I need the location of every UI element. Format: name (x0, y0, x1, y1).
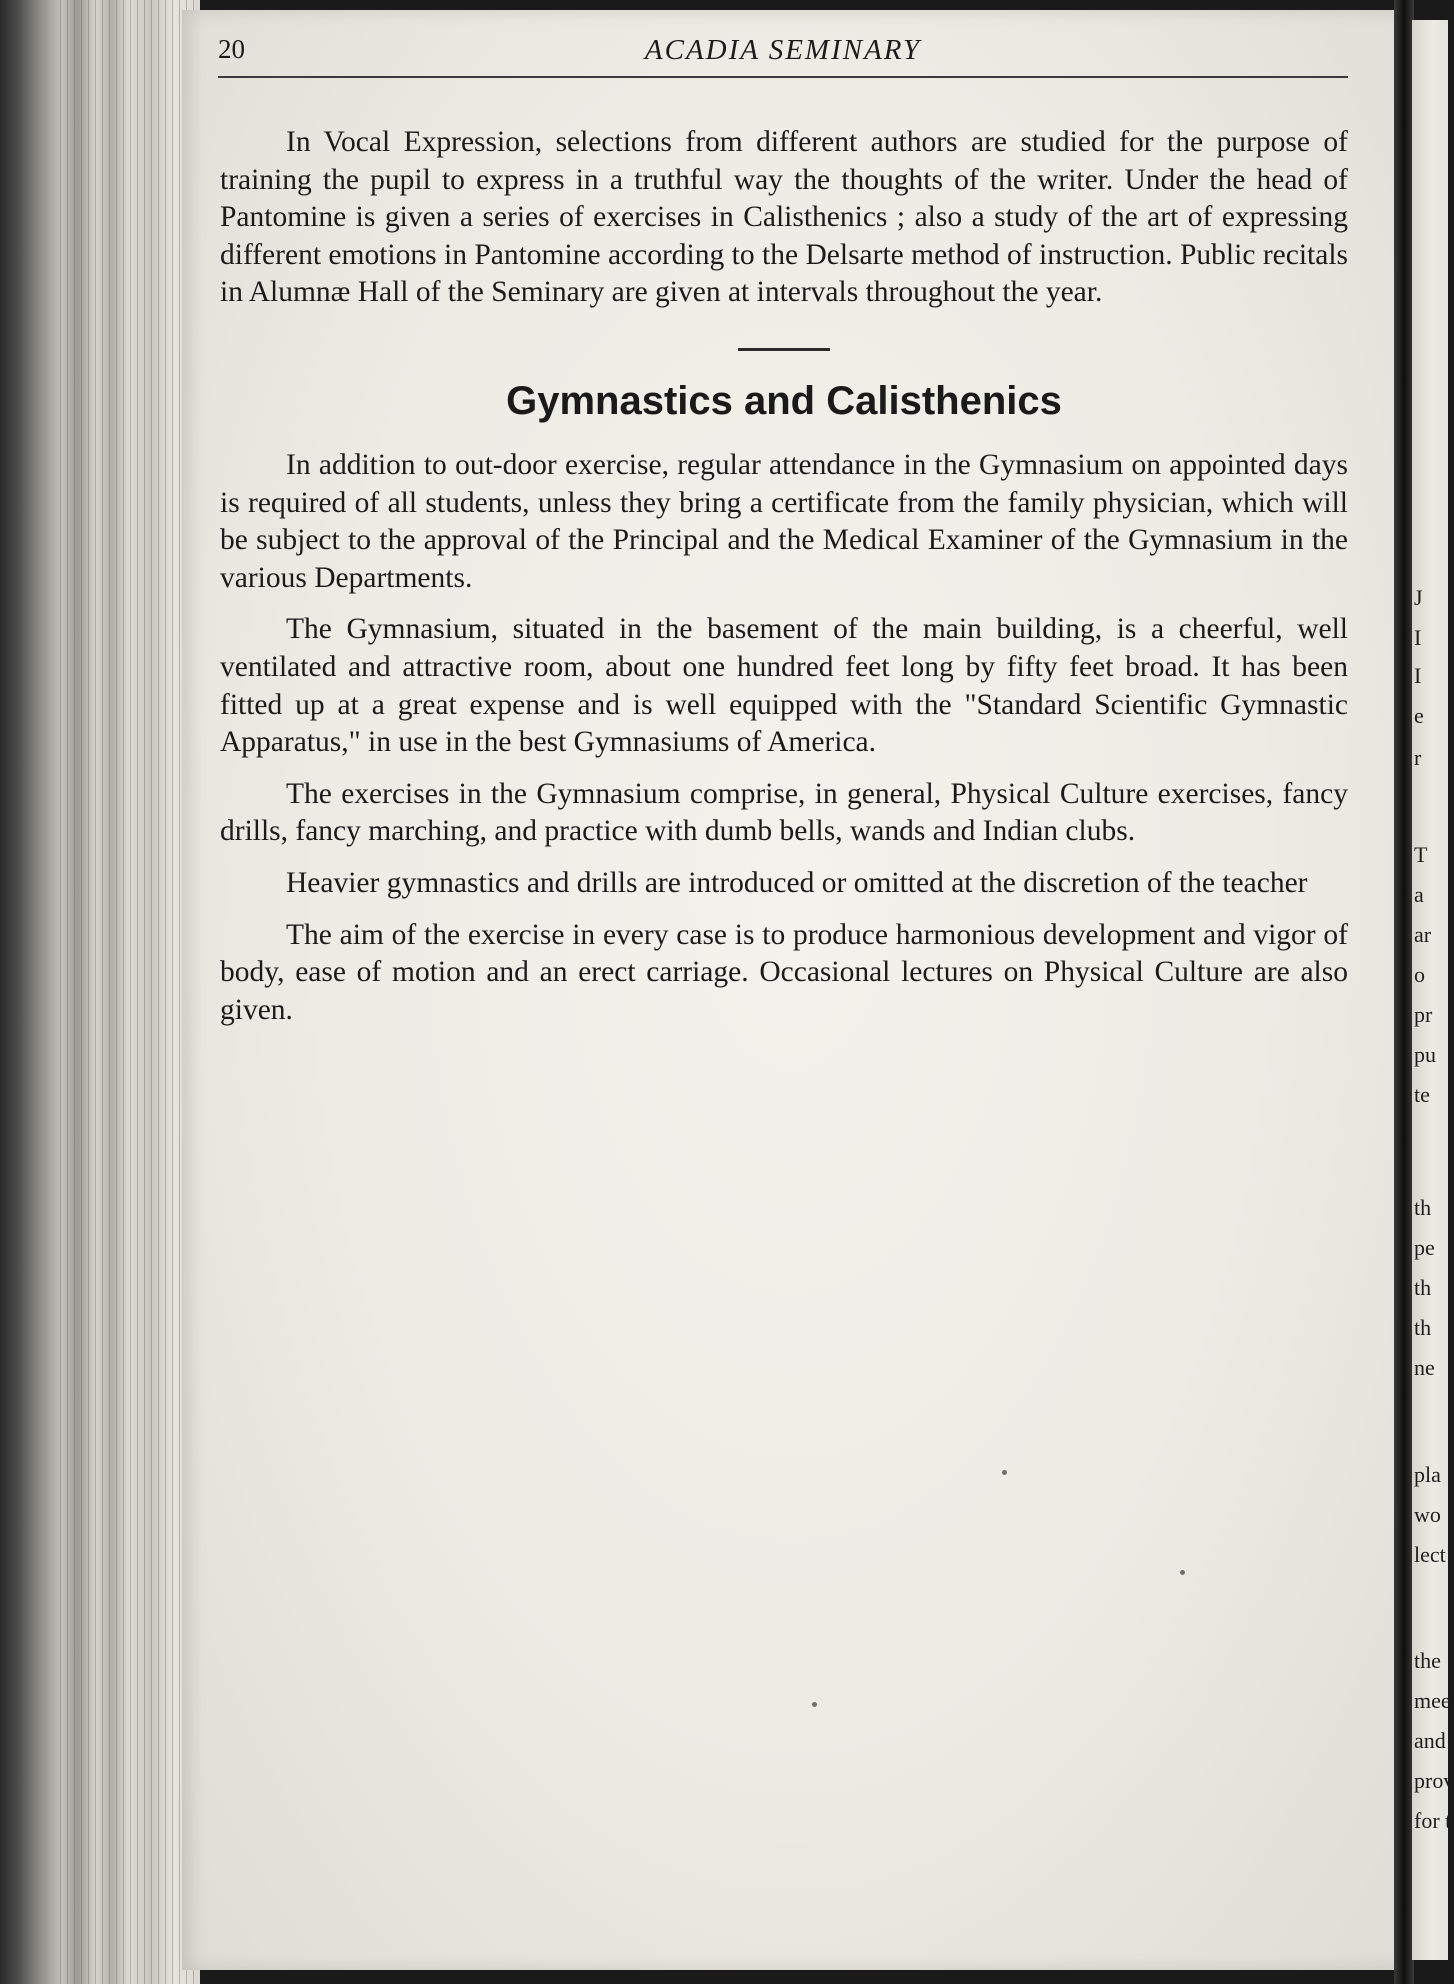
next-page-fragment: r (1414, 745, 1422, 770)
page-body (220, 124, 1348, 1029)
next-page-fragment: pu (1414, 1042, 1436, 1067)
next-page-fragment: th (1414, 1315, 1432, 1340)
next-page-fragment: th (1414, 1275, 1432, 1300)
gymnastics-paragraph-aim: The aim of the exercise in every case is to produce harmonious development and vigor of body, ease of motion and an erect carriage. Occasional lectures on Physical Culture are also given. (220, 918, 1348, 1026)
next-page-fragment: pla (1414, 1462, 1441, 1487)
page-edges (60, 0, 200, 1984)
next-page-fragment: J (1414, 585, 1423, 610)
next-page-fragment: e (1414, 703, 1424, 728)
running-header (218, 28, 1348, 78)
next-page-fragment: ar (1414, 922, 1432, 947)
book-page (182, 10, 1402, 1970)
next-page-fragment: a (1414, 882, 1424, 907)
gymnastics-paragraph-heavier: Heavier gymnastics and drills are introduced or omitted at the discretion of the teacher (286, 866, 1308, 899)
next-page-fragment: te (1414, 1082, 1430, 1107)
next-page-fragment: lect (1414, 1542, 1446, 1567)
running-title: ACADIA SEMINARY (644, 34, 922, 66)
next-page-fragment: mee (1414, 1688, 1451, 1713)
gymnastics-paragraph-exercises: The exercises in the Gymnasium comprise, in general, Physical Culture exercises, fancy drills, fancy marching, and practice with dumb bells, wands and Indian clubs. (220, 777, 1348, 848)
next-page-fragment: and (1414, 1728, 1446, 1753)
next-page-fragment: prov (1414, 1768, 1454, 1793)
section-heading: Gymnastics and Calisthenics (506, 378, 1062, 423)
next-page-fragment: th (1414, 1195, 1432, 1220)
vocal-expression-paragraph: In Vocal Expression, selections from different authors are studied for the purpose of training the pupil to express in a truthful way the thoughts of the writer. Under the head of Pantomine is given a series of exercises in Calisthenics ; also a study of the art of expressing different emotions in Pantomine according to the Delsarte method of instruction. Public recitals in Alumnæ Hall of the Seminary are given at intervals throughout the year. (220, 126, 1348, 309)
gymnastics-paragraph-attendance: In addition to out-door exercise, regular attendance in the Gymnasium on appointed days is required of all students, unless they bring a certificate from the family physician, which will be subject to the approval of the Principal and the Medical Examiner of the Gymnasium in the various Departments. (220, 448, 1348, 594)
next-page-fragment: pe (1414, 1235, 1435, 1260)
scan-speck (812, 1702, 817, 1707)
next-page-edge (1412, 20, 1454, 1960)
next-page-fragment: the (1414, 1648, 1441, 1673)
next-page-fragment: T (1414, 842, 1428, 867)
next-page-fragment: I (1414, 625, 1422, 650)
gymnastics-paragraph-gymnasium: The Gymnasium, situated in the basement of the main building, is a cheerful, well ventilated and attractive room, about one hundred feet long by fifty feet broad. It has been fitted up at a great expense and is well equipped with the "Standard Scientific Gymnastic Apparatus," in use in the best Gymnasiums of America. (220, 613, 1348, 759)
next-page-fragment: for t (1414, 1808, 1452, 1833)
next-page-fragment: ne (1414, 1355, 1435, 1380)
section-divider (738, 348, 830, 351)
scan-speck (1002, 1470, 1007, 1475)
next-page-fragment: pr (1414, 1002, 1433, 1027)
next-page-fragment: I (1414, 663, 1422, 688)
next-page-fragment: wo (1414, 1502, 1441, 1527)
next-page-fragment: o (1414, 962, 1425, 987)
scan-speck (1180, 1570, 1185, 1575)
page-number: 20 (218, 34, 245, 64)
page-gutter (1394, 0, 1414, 1984)
